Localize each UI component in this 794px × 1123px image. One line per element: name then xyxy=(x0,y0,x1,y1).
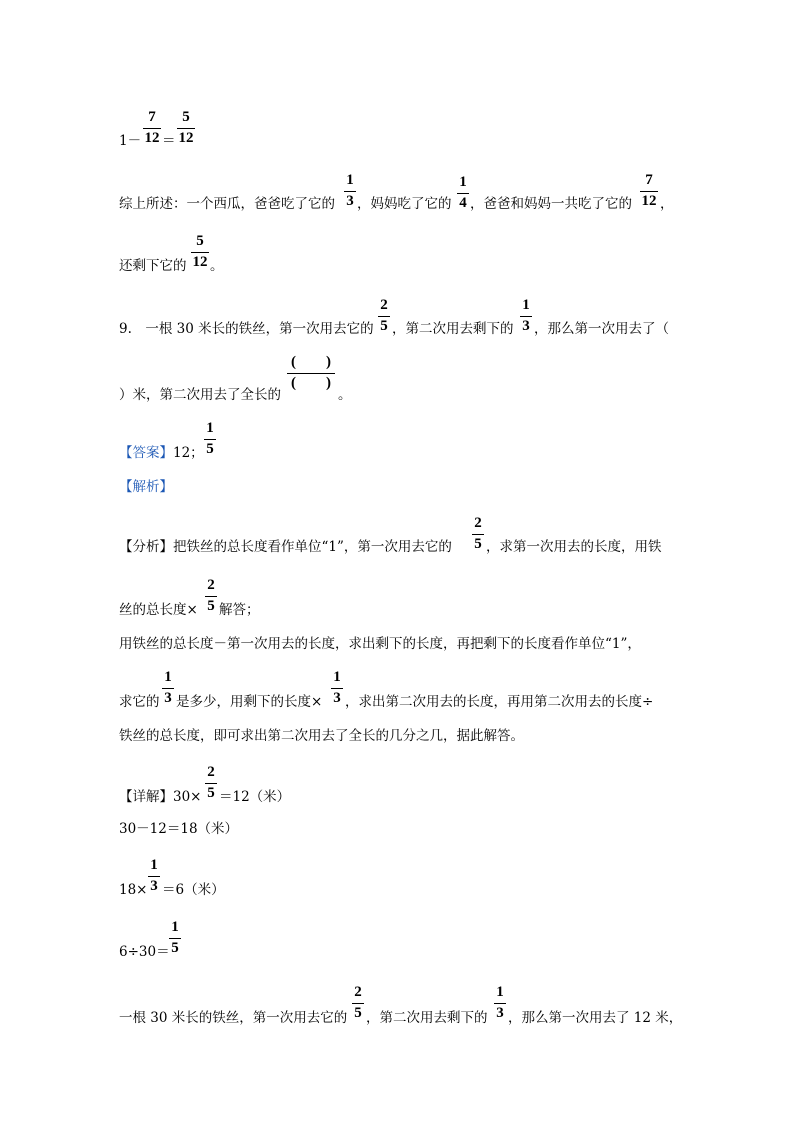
fenxi-text-6: 求它的 xyxy=(119,694,160,710)
fenxi-text-9: 铁丝的总长度，即可求出第二次用去了全长的几分之几，据此解答。 xyxy=(119,728,524,744)
fraction-1-5: 1 5 xyxy=(169,920,181,956)
fraction-5-12: 5 12 xyxy=(178,109,194,146)
summary-text-2: ，妈妈吃了它的 xyxy=(357,196,452,212)
detail-line-3a: 18× xyxy=(119,882,148,898)
detail-line-1b: ＝12（米） xyxy=(219,789,291,805)
question-9-text-3: ，那么第一次用去了（ xyxy=(534,321,669,337)
fraction-1-4: 1 4 xyxy=(457,175,469,211)
fraction-1-3: 1 3 xyxy=(162,670,174,706)
detail-line-4a: 6÷30＝ xyxy=(119,944,170,960)
detail-line-2: 30－12＝18（米） xyxy=(119,821,239,837)
fraction-1-3: 1 3 xyxy=(148,858,160,894)
summary-comma: ， xyxy=(660,196,674,212)
fenxi-text-3: 丝的总长度× xyxy=(119,602,198,618)
question-9-period: 。 xyxy=(338,387,352,403)
answer-tag: 【答案】 xyxy=(119,445,173,461)
fraction-2-5: 2 5 xyxy=(205,578,217,614)
remaining-text: 还剩下它的 xyxy=(119,258,187,274)
detail-line-1a: 30× xyxy=(173,789,202,805)
question-9-text-4: ）米，第二次用去了全长的 xyxy=(119,387,281,403)
fenxi-text-2: ，求第一次用去的长度，用铁 xyxy=(486,539,662,555)
fraction-1-3: 1 3 xyxy=(494,985,506,1021)
summary-text-3: ，爸爸和妈妈一共吃了它的 xyxy=(470,196,632,212)
fraction-2-5: 2 5 xyxy=(352,985,364,1021)
detail-line-3b: ＝6（米） xyxy=(162,882,225,898)
analysis-tag: 【解析】 xyxy=(119,479,173,495)
fraction-5-12: 5 12 xyxy=(192,233,208,270)
fraction-2-5: 2 5 xyxy=(378,298,390,334)
conclusion-text-3: ，那么第一次用去了 12 米， xyxy=(508,1010,683,1026)
question-9-text-2: ，第二次用去剩下的 xyxy=(392,321,514,337)
text-equals: ＝ xyxy=(162,133,176,149)
fraction-1-3: 1 3 xyxy=(344,173,356,209)
fraction-1-5: 1 5 xyxy=(204,421,216,457)
answer-value: 12； xyxy=(173,445,204,461)
fenxi-text-7: 是多少，用剩下的长度× xyxy=(176,694,323,710)
fraction-1-3: 1 3 xyxy=(331,670,343,706)
fraction-7-12: 7 12 xyxy=(641,172,657,209)
fraction-7-12: 7 12 xyxy=(144,109,160,146)
fenxi-tag: 【分析】 xyxy=(119,539,173,555)
summary-text-1: 综上所述：一个西瓜，爸爸吃了它的 xyxy=(119,196,335,212)
fenxi-text-4: 解答； xyxy=(219,602,260,618)
fraction-2-5: 2 5 xyxy=(472,516,484,552)
fenxi-text-5: 用铁丝的总长度－第一次用去的长度，求出剩下的长度，再把剩下的长度看作单位“1”， xyxy=(119,636,641,652)
fraction-1-3: 1 3 xyxy=(520,298,532,334)
remaining-period: 。 xyxy=(210,258,224,274)
fenxi-text-8: ，求出第二次用去的长度，再用第二次用去的长度÷ xyxy=(345,694,654,710)
fraction-blank: ( ) ( ) xyxy=(287,355,335,391)
fenxi-text-1: 把铁丝的总长度看作单位“1”，第一次用去它的 xyxy=(173,539,452,555)
text-one-minus: 1－ xyxy=(119,133,142,149)
detail-tag: 【详解】 xyxy=(119,789,173,805)
fraction-2-5: 2 5 xyxy=(205,765,217,801)
question-9-text-1: 9. 一根 30 米长的铁丝，第一次用去它的 xyxy=(119,321,374,337)
conclusion-text-1: 一根 30 米长的铁丝，第一次用去它的 xyxy=(119,1010,348,1026)
conclusion-text-2: ，第二次用去剩下的 xyxy=(366,1010,488,1026)
